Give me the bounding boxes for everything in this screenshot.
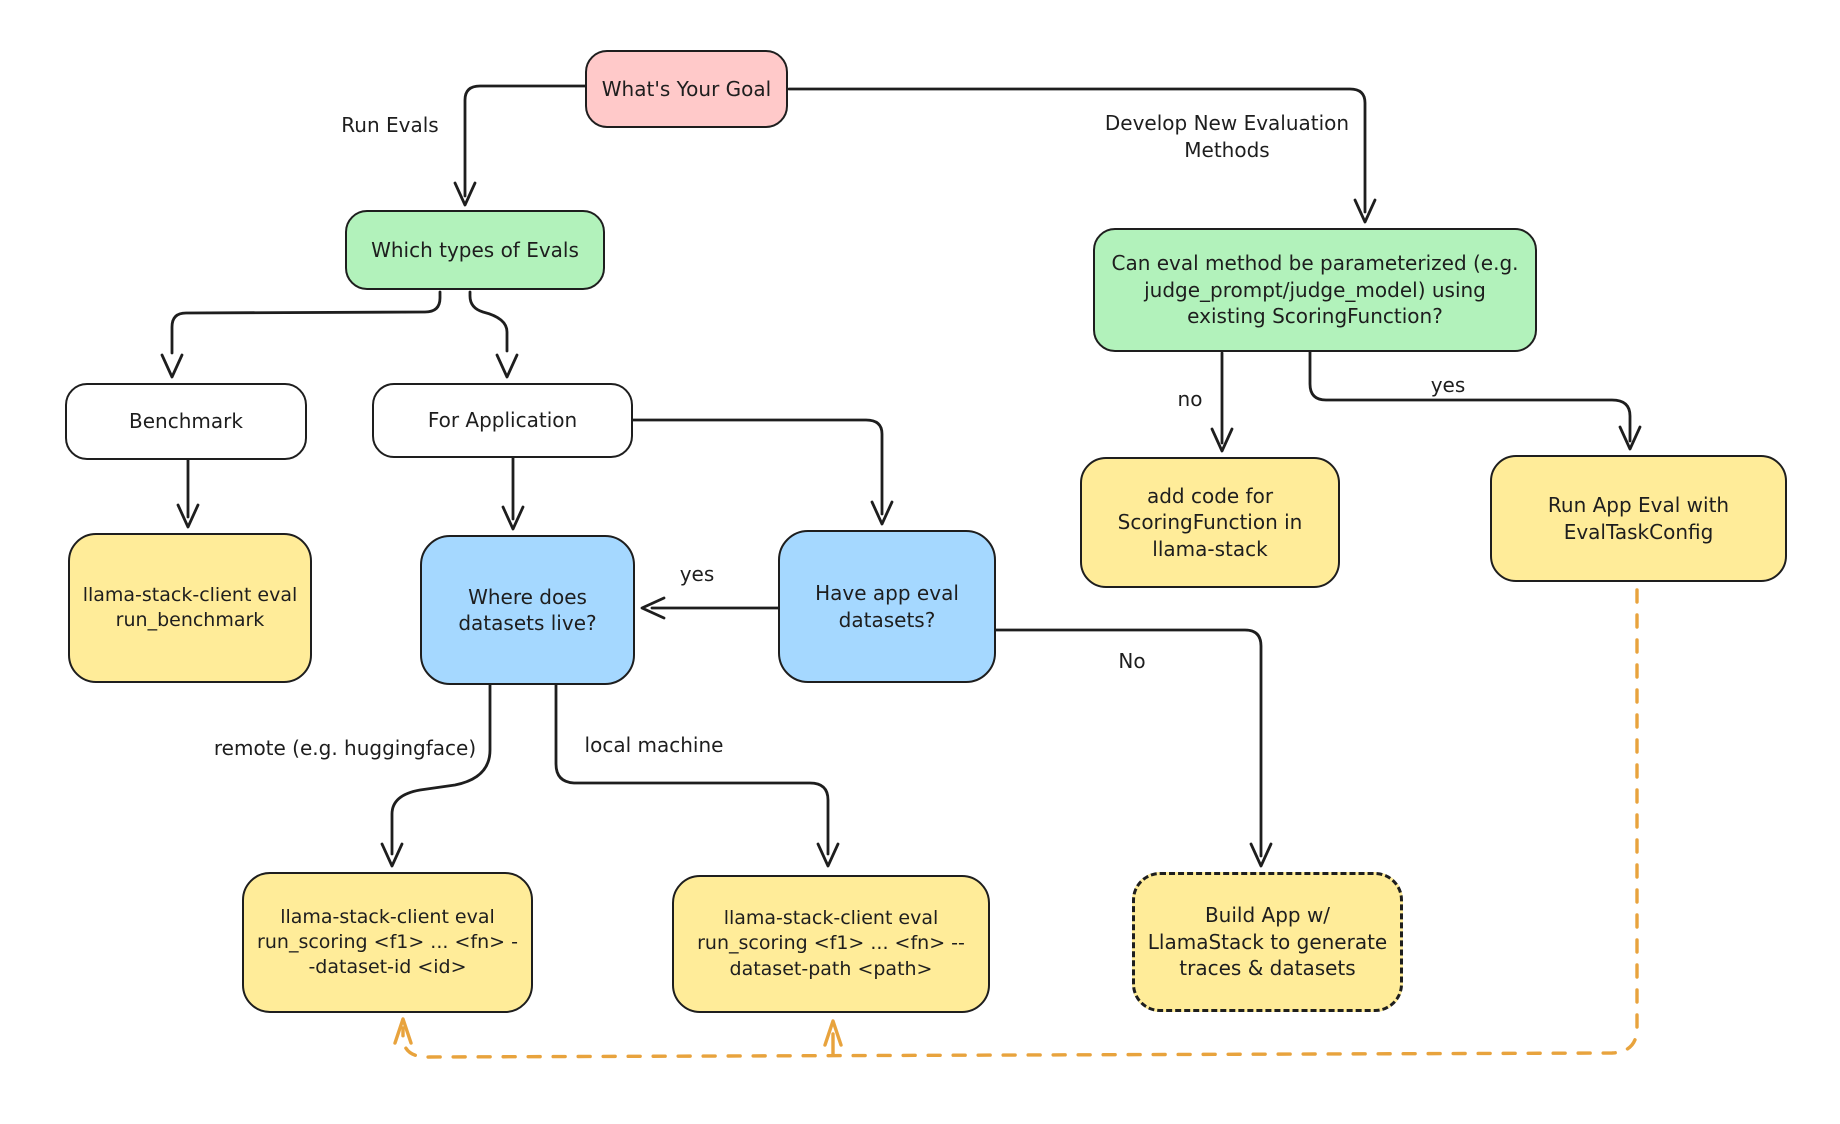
edge-label-no-mid: No: [1118, 649, 1146, 673]
node-label: Build App w/ LlamaStack to generate traces & datasets: [1147, 903, 1388, 981]
node-label: add code for ScoringFunction in llama-stack: [1117, 483, 1303, 561]
node-run-app-eval: [1490, 455, 1787, 582]
node-label: Where does datasets live?: [458, 584, 597, 635]
node-label: Which types of Evals: [371, 237, 579, 262]
node-run-scoring-dataset-path-cmd: [672, 875, 990, 1013]
edge-label-remote-huggingface: remote (e.g. huggingface): [213, 736, 477, 760]
edge-label-local-machine: local machine: [584, 733, 724, 757]
node-label: llama-stack-client eval run_benchmark: [82, 583, 298, 631]
node-label: Have app eval datasets?: [815, 581, 959, 632]
node-have-app-eval-datasets: [778, 530, 996, 683]
node-label: Can eval method be parameterized (e.g. judge_prompt/judge_model) using existing ScoringFunction?: [1111, 251, 1519, 329]
node-build-app-llamastack: [1132, 872, 1403, 1012]
node-benchmark: [65, 383, 307, 460]
node-label: What's Your Goal: [601, 76, 772, 101]
node-which-types-of-evals: [345, 210, 605, 290]
edge-which-types-to-for-application: [470, 292, 517, 377]
node-can-eval-be-parameterized: [1093, 228, 1537, 352]
edge-benchmark-to-run-benchmark: [178, 460, 198, 527]
node-for-application: [372, 383, 633, 458]
node-add-scoringfunction-code: [1080, 457, 1340, 588]
edge-goal-to-which-types: [455, 86, 585, 205]
edge-for-application-to-where-datasets: [503, 458, 523, 529]
node-label: For Application: [427, 408, 578, 433]
arrowhead-feedback-to-run-scoring-path: [825, 1021, 841, 1054]
edge-label-yes-mid: yes: [679, 562, 715, 586]
node-run-benchmark-cmd: [68, 533, 312, 683]
node-whats-your-goal: [585, 50, 788, 128]
edge-label-yes-right: yes: [1430, 373, 1466, 397]
node-run-scoring-dataset-id-cmd: [242, 872, 533, 1013]
node-label: llama-stack-client eval run_scoring <f1> ... <fn> --dataset-id <id>: [257, 905, 518, 979]
node-label: llama-stack-client eval run_scoring <f1> ... <fn> --dataset-path <path>: [697, 907, 965, 980]
node-where-datasets-live: [420, 535, 635, 685]
edge-param-no-to-add-code: [1212, 353, 1232, 451]
node-label: Benchmark: [129, 409, 243, 434]
edge-label-no-left: no: [1177, 387, 1203, 411]
edge-for-application-to-have-datasets: [633, 420, 892, 524]
edge-which-types-to-benchmark: [162, 292, 440, 377]
edge-where-datasets-local-to-run-scoring-path: [556, 685, 838, 866]
edge-label-run-evals: Run Evals: [341, 113, 439, 137]
edge-have-datasets-yes-to-where-datasets: [642, 598, 778, 618]
edge-param-yes-to-run-app-eval: [1310, 352, 1640, 449]
node-label: Run App Eval with EvalTaskConfig: [1547, 493, 1730, 544]
edge-where-datasets-remote-to-run-scoring-id: [382, 685, 490, 866]
edge-label-develop-new-evaluation-methods: Develop New Evaluation Methods: [1104, 111, 1350, 162]
